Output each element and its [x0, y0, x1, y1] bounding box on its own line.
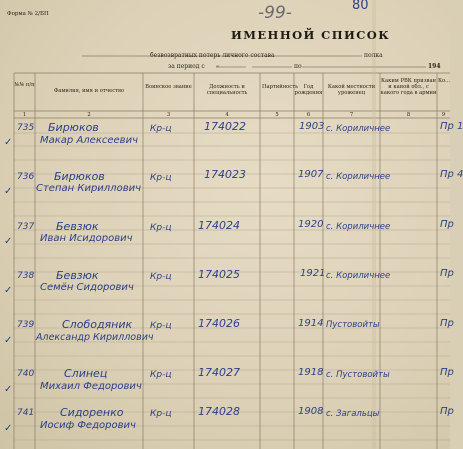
col-num-5: 5: [275, 112, 279, 118]
period-label: за период с: [168, 63, 205, 70]
row-given-names: Степан Кириллович: [36, 183, 141, 194]
row-rank: Кр-ц: [150, 223, 172, 233]
row-edge-text: Пр: [440, 318, 454, 329]
margin-checkmark: ✓: [4, 384, 13, 395]
margin-checkmark: ✓: [4, 186, 13, 197]
col-num-4: 4: [225, 112, 229, 118]
row-given-names: Михаил Федорович: [40, 381, 142, 392]
margin-checkmark: ✓: [4, 285, 13, 296]
margin-checkmark: ✓: [4, 335, 13, 346]
row-birth-year: 1920: [298, 219, 324, 230]
row-edge-text: Пр: [440, 268, 454, 279]
row-surname: Бирюков: [54, 170, 105, 183]
col-num-1: 1: [22, 112, 27, 118]
row-given-names: Макар Алексеевич: [40, 135, 138, 146]
margin-checkmark: ✓: [4, 137, 13, 148]
col-header-2: Фамилия, имя и отчество: [53, 88, 125, 94]
row-rank: Кр-ц: [150, 272, 172, 282]
row-surname: Бевзюк: [56, 269, 99, 282]
row-edge-text: Пр 4: [440, 169, 463, 180]
subtitle-right: полка: [364, 52, 383, 59]
col-header-9: Ко...: [438, 78, 451, 84]
margin-checkmark: ✓: [4, 236, 13, 247]
row-rank: Кр-ц: [150, 124, 172, 134]
row-surname: Слободяник: [62, 318, 133, 331]
row-rank: Кр-ц: [150, 409, 172, 419]
row-rank: Кр-ц: [150, 370, 172, 380]
corner-number: 80: [352, 0, 369, 13]
col-num-9: 9: [441, 112, 446, 118]
row-birth-year: 1914: [298, 318, 324, 329]
row-post: 174026: [198, 317, 240, 330]
row-birth-year: 1903: [299, 121, 325, 132]
row-post: 174022: [204, 120, 246, 133]
col-num-2: 2: [87, 112, 91, 118]
row-number: 736: [17, 172, 35, 182]
row-post: 174023: [204, 168, 246, 181]
row-rank: Кр-ц: [150, 173, 172, 183]
row-birthplace: с. Загальцы: [326, 409, 380, 419]
row-birth-year: 1907: [298, 169, 324, 180]
col-header-1: №№ п/п: [14, 82, 35, 88]
col-num-3: 3: [166, 112, 171, 118]
col-header-5: Партийность: [262, 84, 298, 90]
page-title: ИМЕННОЙ СПИСОК: [231, 28, 391, 42]
row-post: 174027: [198, 366, 240, 379]
row-birthplace: с. Кориличнее: [326, 124, 391, 134]
row-surname: Бирюков: [48, 121, 99, 134]
row-birthplace: Пустовойты: [326, 320, 380, 330]
row-birth-year: 1908: [298, 406, 324, 417]
row-given-names: Иван Исидорович: [40, 233, 133, 244]
row-birthplace: с. Кориличнее: [326, 172, 391, 182]
row-edge-text: Пр 1: [440, 121, 463, 132]
row-rank: Кр-ц: [150, 321, 172, 331]
subtitle-left: безвозвратных потерь личного состава: [150, 52, 275, 59]
row-birth-year: 1921: [300, 268, 326, 279]
row-number: 740: [17, 369, 35, 379]
row-given-names: Иосиф Федорович: [40, 420, 136, 431]
row-number: 739: [17, 320, 35, 330]
row-number: 737: [17, 222, 35, 232]
page-number-pencil: -99-: [258, 3, 292, 23]
period-quote: „: [216, 61, 220, 68]
row-edge-text: Пр: [440, 367, 454, 378]
col-header-3: Воинское звание: [145, 84, 192, 90]
col-num-6: 6: [306, 112, 311, 118]
row-birthplace: с. Пустовойты: [326, 370, 390, 380]
row-given-names: Семён Сидорович: [40, 282, 134, 293]
row-surname: Бевзюк: [56, 220, 99, 233]
row-surname: Сидоренко: [60, 406, 124, 419]
row-birth-year: 1918: [298, 367, 324, 378]
period-po: по: [294, 63, 302, 70]
row-number: 738: [17, 271, 35, 281]
margin-checkmark: ✓: [4, 423, 13, 434]
year-prefix: 194: [428, 63, 441, 70]
row-edge-text: Пр: [440, 219, 454, 230]
row-number: 735: [17, 123, 35, 133]
row-post: 174024: [198, 219, 240, 232]
row-post: 174025: [198, 268, 240, 281]
row-birthplace: с. Кориличнее: [326, 271, 391, 281]
row-given-names: Александр Кириллович: [36, 332, 154, 343]
col-num-8: 8: [406, 112, 411, 118]
row-surname: Слинец: [64, 367, 108, 380]
row-birthplace: с. Кориличнее: [326, 222, 391, 232]
form-label: Форма № 2/БП: [7, 11, 49, 17]
row-number: 741: [17, 408, 35, 418]
row-post: 174028: [198, 405, 240, 418]
col-header-4: Должность и специальность: [206, 84, 248, 96]
col-header-6: Год рождения: [294, 84, 323, 96]
row-edge-text: Пр: [440, 406, 454, 417]
col-header-7: Какой местности уроженец: [327, 84, 376, 96]
col-num-7: 7: [349, 112, 354, 118]
col-header-8: Каким РВК призван и каной обл., с какого года в армии: [380, 78, 437, 96]
